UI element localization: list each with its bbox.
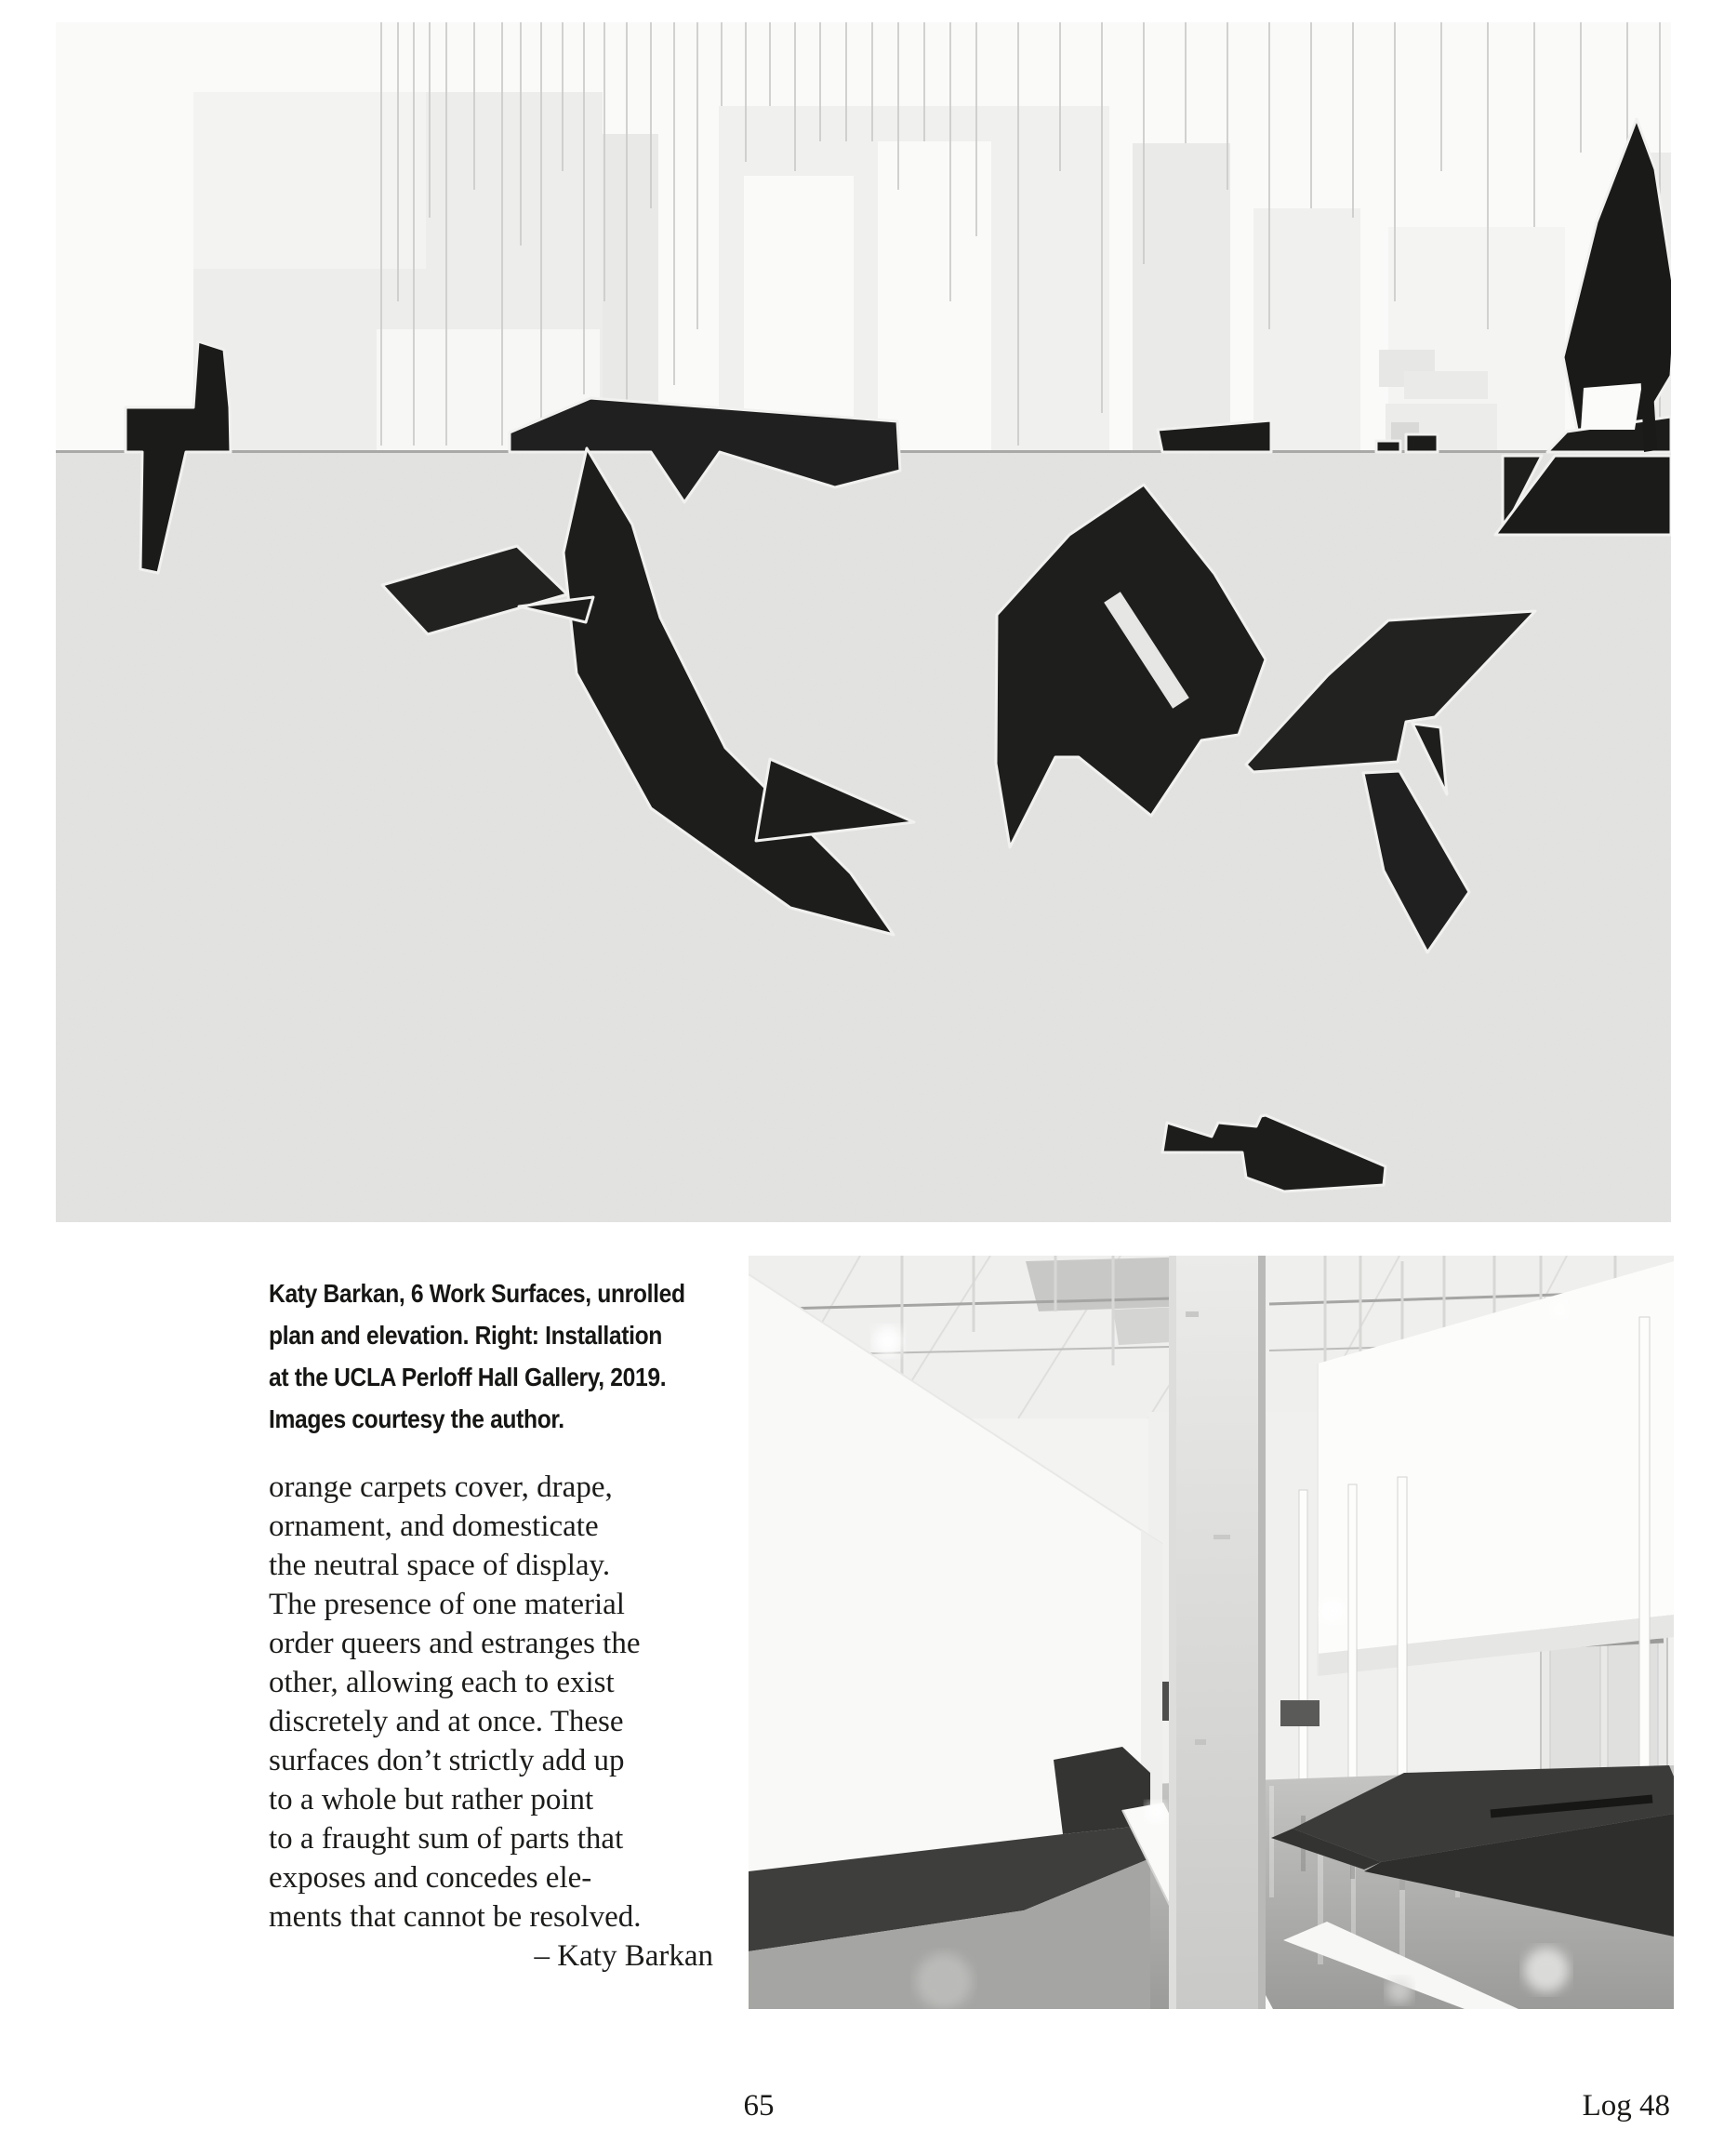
caption-line: at the UCLA Perloff Hall Gallery, 2019. [269,1363,667,1391]
body-line: to a fraught sum of parts that [269,1822,624,1856]
body-line: orange carpets cover, drape, [269,1471,613,1504]
caption-line: Images courtesy the author. [269,1404,564,1433]
body-line: discretely and at once. These [269,1705,624,1738]
caption-line: plan and elevation. Right: Installation [269,1321,662,1350]
article-body [269,1468,713,1976]
artwork-collage-image [56,22,1671,1222]
journal-title: Log 48 [1582,2089,1670,2123]
artwork-collage-svg [56,22,1671,1222]
image-caption [269,1272,695,1440]
body-line: other, allowing each to exist [269,1666,615,1699]
concrete-column [1169,1256,1266,2009]
author-signature: – Katy Barkan [534,1939,713,1973]
body-line: ornament, and domesticate [269,1510,599,1543]
caption-line: Katy Barkan, 6 Work Surfaces, unrolled [269,1279,685,1308]
body-line: ments that cannot be resolved. [269,1900,642,1934]
installation-photo-svg [749,1256,1674,2009]
body-line: exposes and concedes ele- [269,1861,592,1895]
body-line: the neutral space of display. [269,1549,611,1582]
page-number: 65 [743,2089,775,2123]
body-line: The presence of one material [269,1588,625,1621]
body-line: surfaces don’t strictly add up [269,1744,625,1777]
sail-notch [1581,383,1642,430]
installation-photo [749,1256,1674,2009]
body-line: order queers and estranges the [269,1627,641,1660]
body-line: to a whole but rather point [269,1783,594,1817]
